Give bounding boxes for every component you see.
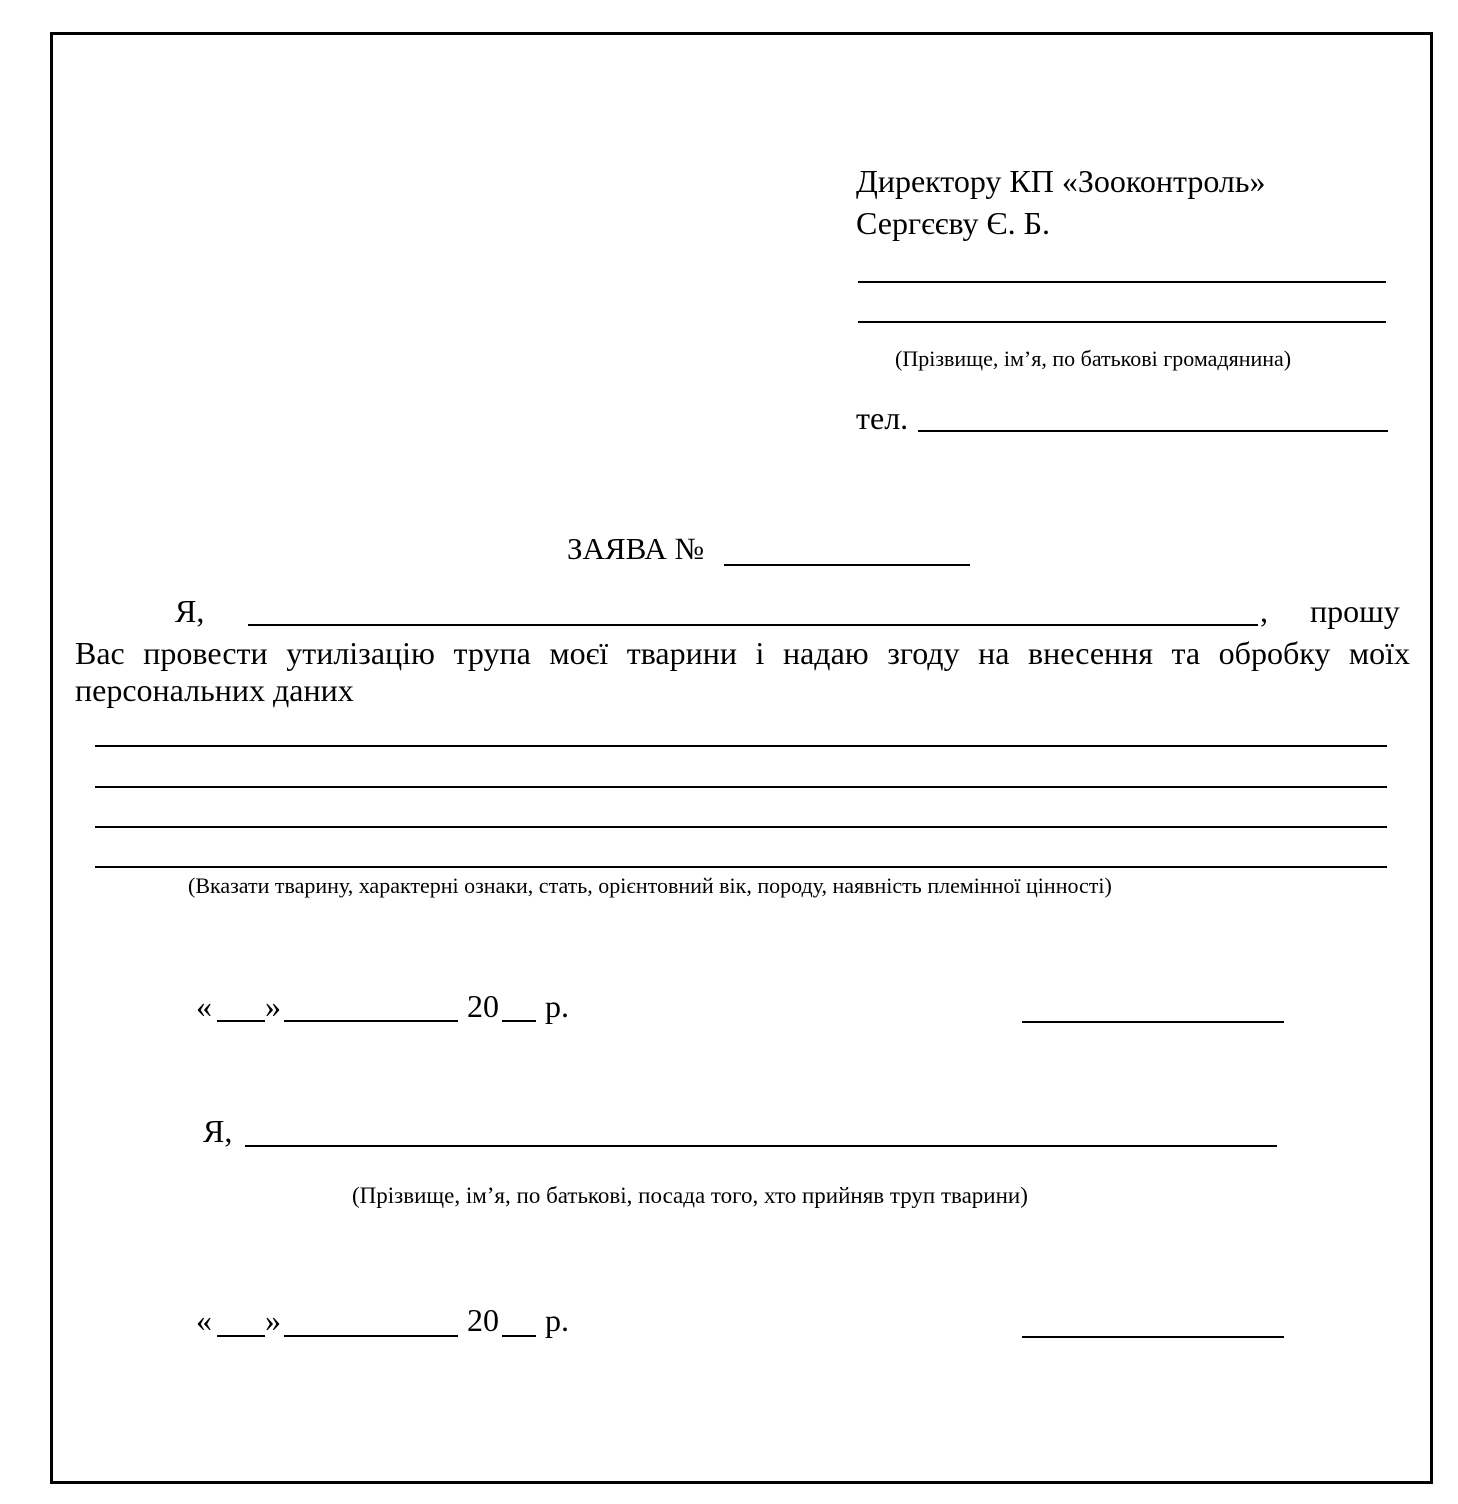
phone-label: тел. <box>856 400 909 436</box>
animal-description-line-4[interactable] <box>95 866 1387 868</box>
date2-year-line[interactable] <box>502 1335 536 1337</box>
applicant-name-line[interactable] <box>248 624 1258 626</box>
citizen-name-line-1[interactable] <box>858 281 1386 283</box>
date1-year-suffix: р. <box>545 988 569 1024</box>
date1-open-quote: « <box>196 988 212 1024</box>
animal-description-line-1[interactable] <box>95 745 1387 747</box>
animal-description-caption: (Вказати тварину, характерні ознаки, стать, орієнтовний вік, породу, наявність племінної цінності) <box>188 873 1112 898</box>
phone-line[interactable] <box>918 430 1388 432</box>
date2-day-line[interactable] <box>217 1335 265 1337</box>
request-comma: , <box>1260 593 1268 629</box>
addressee-line2: Сергєєву Є. Б. <box>856 205 1051 241</box>
receiver-caption: (Прізвище, ім’я, по батькові, посада того, хто прийняв труп тварини) <box>352 1183 1028 1208</box>
date2-year-suffix: р. <box>545 1302 569 1338</box>
request-line2: Вас провести утилізацію трупа моєї тварини і надаю згоду на внесення та обробку моїх <box>75 635 1410 671</box>
date1-year-prefix: 20 <box>467 988 499 1024</box>
request-pronoun: Я, <box>175 593 205 629</box>
citizen-name-caption: (Прізвище, ім’я, по батькові громадянина) <box>895 346 1292 371</box>
date1-close-quote: » <box>265 988 281 1024</box>
date2-open-quote: « <box>196 1302 212 1338</box>
animal-description-line-2[interactable] <box>95 786 1387 788</box>
receiver-signature-line[interactable] <box>1022 1336 1284 1338</box>
application-title: ЗАЯВА № <box>567 531 705 566</box>
application-number-line[interactable] <box>724 564 970 566</box>
date2-close-quote: » <box>265 1302 281 1338</box>
date1-month-line[interactable] <box>284 1020 458 1022</box>
date1-year-line[interactable] <box>502 1020 536 1022</box>
date2-month-line[interactable] <box>284 1335 458 1337</box>
animal-description-line-3[interactable] <box>95 826 1387 828</box>
addressee-line1: Директору КП «Зооконтроль» <box>856 163 1266 199</box>
request-verb: прошу <box>1310 593 1400 629</box>
date1-day-line[interactable] <box>217 1020 265 1022</box>
applicant-signature-line[interactable] <box>1022 1021 1284 1023</box>
citizen-name-line-2[interactable] <box>858 321 1386 323</box>
receiver-name-line[interactable] <box>245 1145 1277 1147</box>
receiver-pronoun: Я, <box>203 1113 233 1149</box>
form-border <box>50 32 1433 1484</box>
request-line3: персональних даних <box>75 672 354 708</box>
date2-year-prefix: 20 <box>467 1302 499 1338</box>
